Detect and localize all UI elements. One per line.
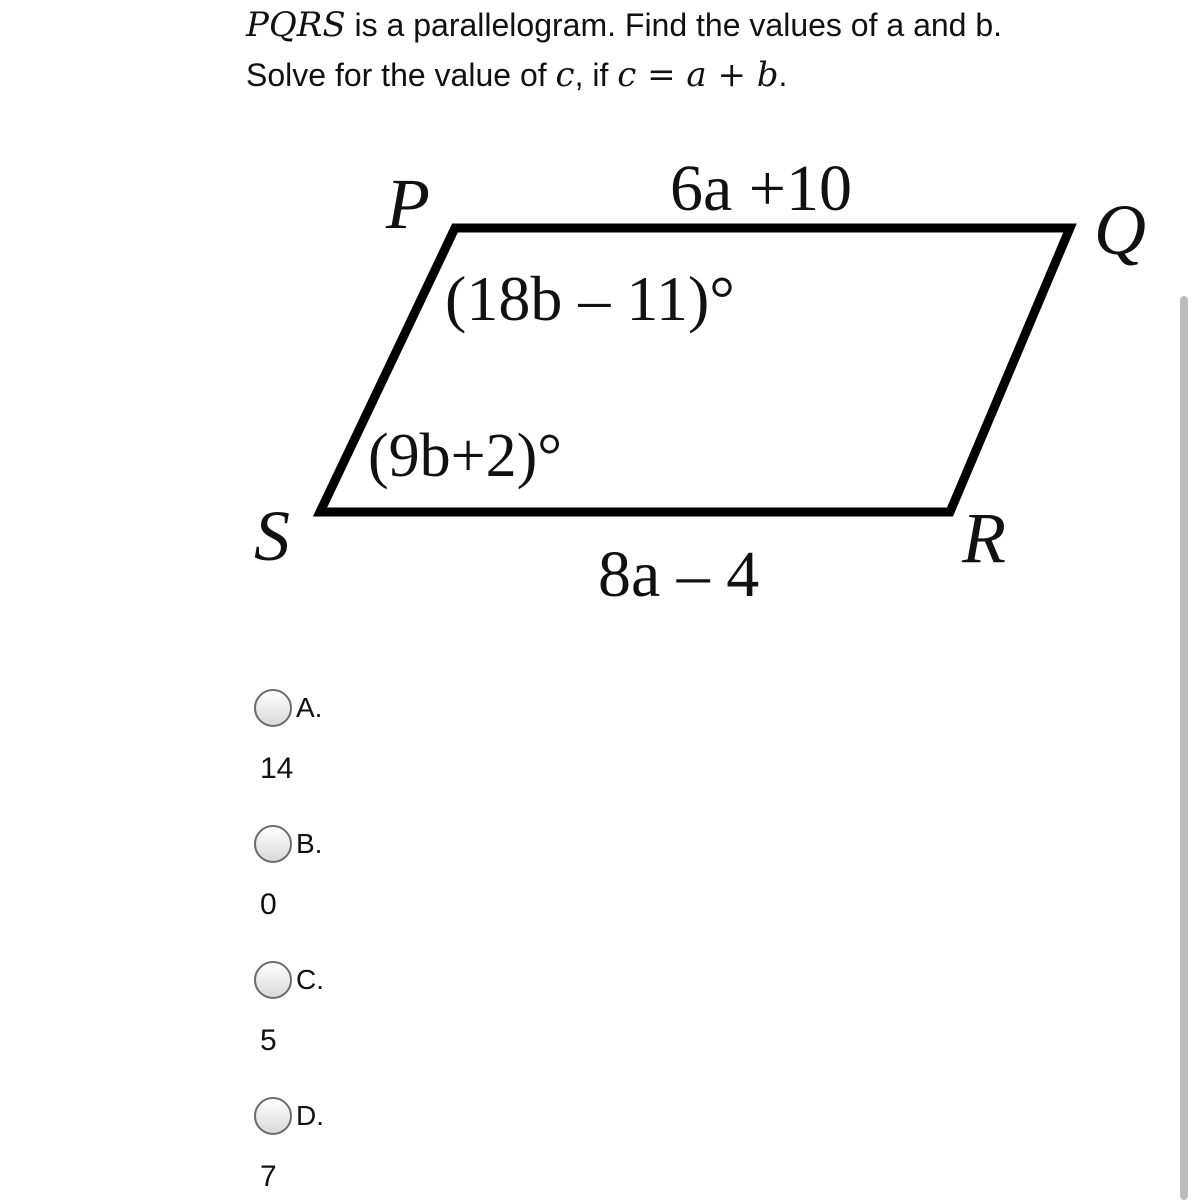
angle-p-label: (18b – 11)° bbox=[445, 263, 735, 334]
question-line-1 bbox=[246, 0, 1176, 50]
question-text-part: . bbox=[778, 57, 788, 93]
top-side-label: 6a +10 bbox=[670, 152, 853, 225]
answer-choice-c[interactable] bbox=[254, 958, 554, 1058]
question-math-c: c bbox=[555, 55, 575, 95]
choice-b-value: 0 bbox=[260, 888, 277, 921]
choice-c-letter: C. bbox=[296, 964, 324, 995]
bottom-side-label: 8a – 4 bbox=[598, 538, 760, 611]
choice-b-letter: B. bbox=[296, 828, 323, 859]
choice-a-letter: A. bbox=[296, 692, 323, 723]
radio-d[interactable] bbox=[254, 1097, 292, 1135]
question-math-pqrs: PQRS bbox=[246, 5, 346, 45]
answer-choice-b[interactable] bbox=[254, 822, 554, 922]
choice-a-value: 14 bbox=[260, 752, 294, 785]
radio-c[interactable] bbox=[254, 961, 292, 999]
parallelogram-figure bbox=[240, 130, 1160, 620]
vertex-label-s: S bbox=[254, 496, 290, 576]
choice-c-value: 5 bbox=[260, 1024, 277, 1057]
question-text-part: Solve for the value of bbox=[246, 57, 556, 93]
radio-a[interactable] bbox=[254, 689, 292, 727]
question-text-part: , if bbox=[574, 57, 618, 93]
vertex-label-p: P bbox=[386, 164, 430, 244]
radio-b[interactable] bbox=[254, 825, 292, 863]
answer-choice-d[interactable] bbox=[254, 1094, 554, 1194]
parallelogram-diagram bbox=[240, 130, 1160, 620]
angle-s-label: (9b+2)° bbox=[368, 422, 563, 490]
vertex-label-q: Q bbox=[1094, 190, 1146, 270]
question-text-part: is a parallelogram. Find the values of a and b. bbox=[345, 7, 1003, 43]
choice-d-value: 7 bbox=[260, 1160, 277, 1193]
vertical-scrollbar[interactable] bbox=[1180, 296, 1188, 1200]
vertex-label-r: R bbox=[962, 498, 1006, 578]
question-line-2 bbox=[246, 50, 1176, 100]
choice-d-letter: D. bbox=[296, 1100, 324, 1131]
answer-choice-a[interactable] bbox=[254, 686, 554, 786]
question-text bbox=[246, 0, 1176, 100]
question-math-equation: c = a + b bbox=[617, 55, 779, 95]
